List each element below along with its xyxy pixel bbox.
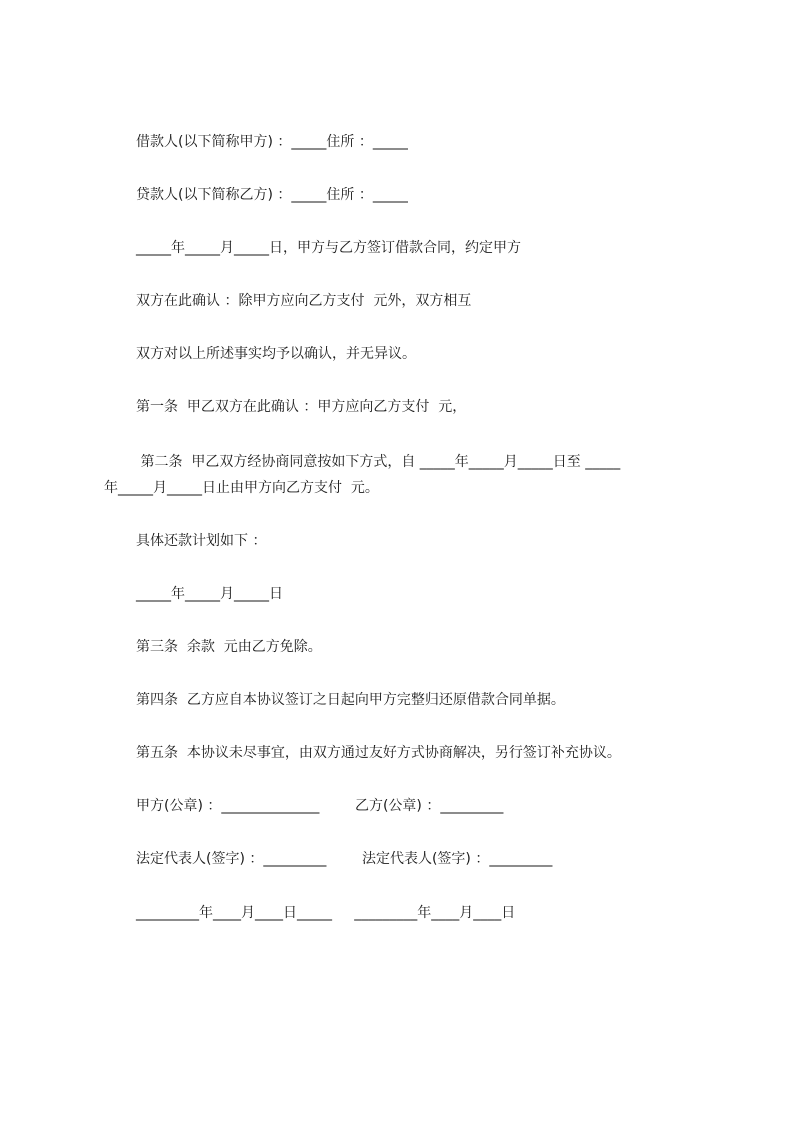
signing-date-line: _________年____月____日_____ _________年____月____日 <box>136 905 516 921</box>
article-one: 第一条 甲乙双方在此确认 ：甲方应向乙方支付 元， <box>136 399 467 415</box>
legal-representative-line: 法定代表人(签字) ：_________ 法定代表人(签字) ：_________ <box>136 851 553 867</box>
article-five: 第五条 本协议未尽事宜，由双方通过友好方式协商解决，另行签订补充协议。 <box>136 745 621 761</box>
article-three: 第三条 余款 元由乙方免除。 <box>136 639 322 655</box>
seal-signature-line: 甲方(公章) ：______________ 乙方(公章) ：_________ <box>136 798 504 814</box>
acknowledgment-line: 双方对以上所述事实均予以确认，并无异议。 <box>136 346 416 362</box>
repayment-plan-heading: 具体还款计划如下 ： <box>136 533 267 549</box>
repayment-date-line: _____年_____月_____日 <box>136 586 283 602</box>
article-four: 第四条 乙方应自本协议签订之日起向甲方完整归还原借款合同单据。 <box>136 692 565 708</box>
lender-line: 贷款人(以下简称乙方) ：_____住所 ：_____ <box>136 187 408 203</box>
article-two-line-2: 年_____月_____日止由甲方向乙方支付 元。 <box>104 480 379 496</box>
contract-date-line: _____年_____月_____日，甲方与乙方签订借款合同，约定甲方 <box>136 240 521 256</box>
article-two-line-1: 第二条 甲乙双方经协商同意按如下方式，自 _____年_____月_____日至 _____ <box>136 454 621 470</box>
borrower-line: 借款人(以下简称甲方) ：_____住所 ：_____ <box>136 134 408 150</box>
confirmation-line: 双方在此确认 ：除甲方应向乙方支付 元外，双方相互 <box>136 293 472 309</box>
